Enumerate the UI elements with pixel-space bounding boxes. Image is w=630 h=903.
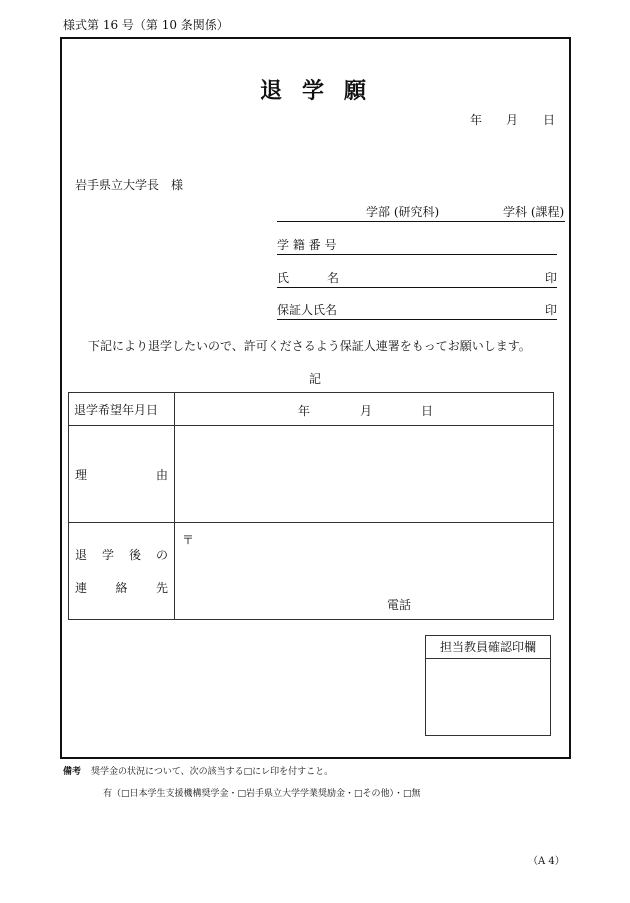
contact-label-line2 [69, 579, 174, 596]
name-label-second: 名 [327, 271, 340, 285]
guarantor-label: 保証人氏名 [277, 303, 338, 317]
table-row [69, 523, 554, 620]
date-month-label: 月 [506, 113, 519, 127]
contact-label-line1 [69, 546, 174, 563]
reason-input[interactable] [175, 426, 554, 523]
withdrawal-date-year: 年 [298, 404, 311, 418]
guarantor-seal-mark: 印 [544, 303, 557, 317]
withdrawal-date-day: 日 [421, 404, 434, 418]
contact-label-char: 後 [128, 548, 141, 562]
reason-label-first: 理 [75, 467, 88, 482]
name-seal-mark: 印 [544, 271, 557, 285]
student-number-field[interactable] [277, 238, 557, 255]
table-row [69, 426, 554, 523]
advisor-stamp-header: 担当教員確認印欄 [426, 636, 550, 659]
contact-label-char: 連 [75, 581, 88, 595]
contact-label-char: の [155, 548, 168, 562]
remarks-text: 奨学金の状況について、次の該当する□にレ印を付すこと。 [91, 767, 334, 777]
withdrawal-date-label-cell [69, 393, 175, 426]
remarks-label: 備考 [63, 767, 82, 777]
table-row [69, 393, 554, 426]
student-number-label: 学 籍 番 号 [277, 238, 337, 252]
reason-label-second: 由 [155, 467, 168, 482]
contact-input[interactable] [175, 523, 554, 620]
remarks-line1 [63, 764, 333, 777]
contact-label-char: 学 [101, 548, 114, 562]
contact-label-cell [69, 523, 175, 620]
contact-label-char: 絡 [115, 581, 128, 595]
guarantor-field[interactable] [277, 303, 557, 320]
withdrawal-date-input[interactable] [175, 393, 554, 426]
date-day-label: 日 [543, 113, 556, 127]
postal-mark: 〒 [182, 533, 195, 547]
page-size-label: （A 4） [528, 856, 565, 867]
withdrawal-date-month: 月 [360, 404, 373, 418]
withdrawal-date-label: 退学希望年月日 [74, 402, 159, 417]
department-field[interactable] [277, 205, 565, 222]
reason-label-cell [69, 426, 175, 523]
contact-label-char: 退 [75, 548, 88, 562]
contact-label-char: 先 [155, 581, 168, 595]
name-label-first: 氏 [277, 271, 290, 285]
phone-label: 電話 [387, 598, 412, 612]
form-title: 退学願 [259, 78, 386, 104]
remarks-line2: 有（□日本学生支援機構奨学金・□岩手県立大学学業奨励金・□その他）・□無 [103, 789, 421, 799]
request-text: 下記により退学したいので、許可くださるよう保証人連署をもってお願いします。 [88, 339, 531, 353]
date-year-label: 年 [470, 113, 483, 127]
addressee: 岩手県立大学長 様 [75, 178, 184, 192]
advisor-stamp-box[interactable] [425, 635, 551, 736]
form-number: 様式第 16 号（第 10 条関係） [63, 18, 229, 32]
ki-heading: 記 [308, 372, 321, 386]
withdrawal-details-table [68, 392, 554, 620]
name-field[interactable] [277, 271, 557, 288]
course-label: 学科 (課程) [503, 205, 565, 219]
department-label: 学部 (研究科) [366, 205, 440, 219]
